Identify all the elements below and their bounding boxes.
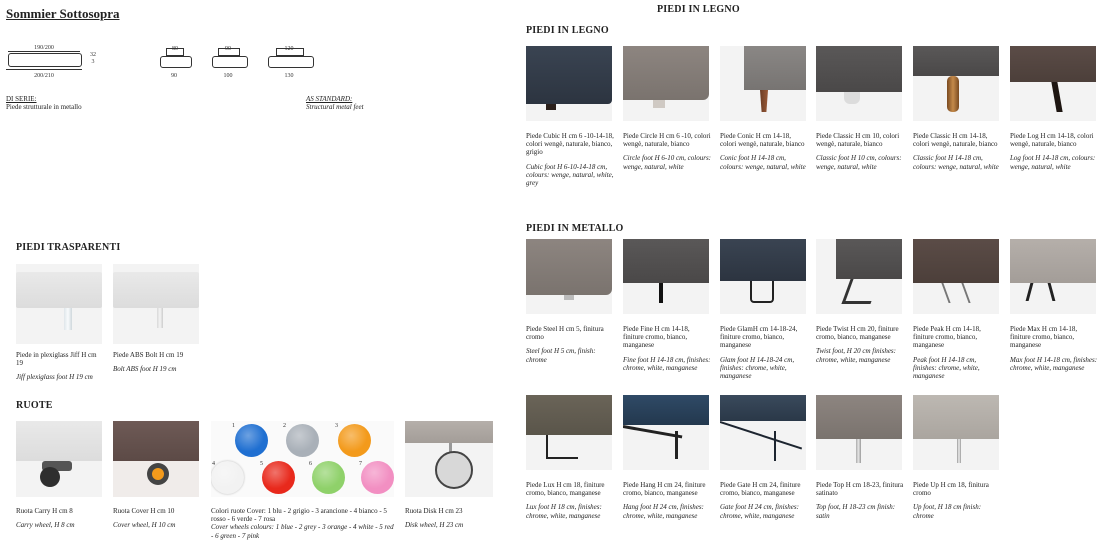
product-photo-max bbox=[1010, 239, 1096, 314]
swatch-5 bbox=[262, 461, 295, 494]
mattress-outline bbox=[8, 53, 82, 67]
caption-jiff: Piede in plexiglass Jiff H cm 19 Jiff plexiglass foot H 19 cm bbox=[16, 351, 97, 382]
product-photo-cover bbox=[113, 421, 199, 497]
caption-circle: Piede Circle H cm 6 -10, colori wengè, naturale, bianco Circle foot H 6-10 cm, colours: wenge, natural, white bbox=[623, 132, 712, 171]
product-photo-cubic bbox=[526, 46, 612, 121]
dim-line bbox=[6, 69, 82, 70]
dim-bottom: 100 bbox=[223, 73, 233, 79]
product-photo-conic bbox=[720, 46, 806, 121]
swatch-6 bbox=[312, 461, 345, 494]
section-heading-trasparenti: PIEDI TRASPARENTI bbox=[16, 242, 121, 253]
page-heading-legno: PIEDI IN LEGNO bbox=[657, 4, 740, 15]
product-photo-carry bbox=[16, 421, 102, 497]
product-photo-top bbox=[816, 395, 902, 470]
section-heading-metallo: PIEDI IN METALLO bbox=[526, 223, 624, 234]
product-photo-classic-10 bbox=[816, 46, 902, 121]
dim-bottom: 130 bbox=[284, 73, 294, 79]
dim-top: 80 bbox=[172, 46, 178, 52]
caption-steel: Piede Steel H cm 5, finitura cromo Steel foot H 5 cm, finish: chrome bbox=[526, 325, 604, 364]
product-photo-up bbox=[913, 395, 999, 470]
product-photo-twist bbox=[816, 239, 902, 314]
caption-top: Piede Top H cm 18-23, finitura satinato Top foot, H 18-23 cm finish: satin bbox=[816, 481, 904, 520]
caption-glam: Piede GlamH cm 14-18-24, finiture cromo, bianco, manganese Glam foot H 14-18-24 cm, finishes: chrome, white, manganese bbox=[720, 325, 798, 381]
product-photo-circle bbox=[623, 46, 709, 121]
product-photo-lux bbox=[526, 395, 612, 470]
dim-line bbox=[8, 51, 80, 52]
standard-en-label: AS STANDARD: bbox=[306, 95, 353, 103]
product-photo-gate bbox=[720, 395, 806, 470]
swatch-2 bbox=[286, 424, 319, 457]
product-photo-fine bbox=[623, 239, 709, 314]
caption-disk: Ruota Disk H cm 23 Disk wheel, H 23 cm bbox=[405, 507, 464, 530]
swatch-num: 3 bbox=[335, 423, 338, 429]
product-photo-bolt bbox=[113, 264, 199, 344]
standard-en bbox=[306, 95, 364, 111]
swatch-num: 2 bbox=[283, 423, 286, 429]
caption-bolt: Piede ABS Bolt H cm 19 Bolt ABS foot H 19 cm bbox=[113, 351, 184, 374]
dim-bottom: 90 bbox=[171, 73, 177, 79]
standard-it-label: DI SERIE: bbox=[6, 95, 37, 103]
swatch-7 bbox=[361, 461, 394, 494]
caption-cover: Ruota Cover H cm 10 Cover wheel, H 10 cm bbox=[113, 507, 176, 530]
caption-gate: Piede Gate H cm 24, finiture cromo, bianco, manganese Gate foot H 24 cm, finishes: chrome, white, manganese bbox=[720, 481, 801, 520]
product-photo-steel bbox=[526, 239, 612, 314]
standard-en-text: Structural metal feet bbox=[306, 103, 364, 111]
swatch-num: 7 bbox=[359, 461, 362, 467]
swatch-1 bbox=[235, 424, 268, 457]
wheel-color-swatches bbox=[211, 421, 394, 497]
dim-top: 120 bbox=[284, 46, 294, 52]
dim-side: 32 bbox=[90, 52, 96, 58]
swatch-4 bbox=[211, 461, 244, 494]
caption-twist: Piede Twist H cm 20, finiture cromo, bianco, manganese Twist foot, H 20 cm finishes: chrome, white, manganese bbox=[816, 325, 899, 364]
standard-it-text: Piede strutturale in metallo bbox=[6, 103, 82, 111]
caption-carry: Ruota Carry H cm 8 Carry wheel, H 8 cm bbox=[16, 507, 75, 530]
caption-peak: Piede Peak H cm 14-18, finiture cromo, bianco, manganese Peak foot H 14-18 cm, finishes: chrome, white, manganese bbox=[913, 325, 981, 381]
product-photo-hang bbox=[623, 395, 709, 470]
caption-up: Piede Up H cm 18, finitura cromo Up foot, H 18 cm finish: chrome bbox=[913, 481, 989, 520]
caption-max: Piede Max H cm 14-18, finiture cromo, bianco, manganese Max foot H 14-18 cm, finishes: chrome, white, manganese bbox=[1010, 325, 1098, 372]
dim-top: 90 bbox=[225, 46, 231, 52]
caption-log: Piede Log H cm 14-18, colori wengè, naturale, bianco Log foot H 14-18 cm, colours: wenge, natural, white bbox=[1010, 132, 1096, 171]
standard-it bbox=[6, 95, 82, 111]
swatch-num: 5 bbox=[260, 461, 263, 467]
caption-hang: Piede Hang H cm 24, finiture cromo, bianco, manganese Hang foot H 24 cm, finishes: chrome, white, manganese bbox=[623, 481, 706, 520]
swatch-num: 1 bbox=[232, 423, 235, 429]
caption-lux: Piede Lux H cm 18, finiture cromo, bianco, manganese Lux foot H 18 cm, finishes: chrome, white, manganese bbox=[526, 481, 605, 520]
product-photo-peak bbox=[913, 239, 999, 314]
caption-classic-10: Piede Classic H cm 10, colori wengè, naturale, bianco Classic foot H 10 cm, colours: wenge, natural, white bbox=[816, 132, 902, 171]
section-heading-ruote: RUOTE bbox=[16, 400, 53, 411]
page-title: Sommier Sottosopra bbox=[6, 6, 120, 21]
dim-bottom: 200/210 bbox=[34, 73, 54, 79]
product-photo-classic-14 bbox=[913, 46, 999, 121]
dim-top: 190/200 bbox=[34, 45, 54, 51]
mattress-outline bbox=[268, 56, 314, 68]
caption-classic-14: Piede Classic H cm 14-18, colori wengè, naturale, bianco Classic foot H 14-18 cm, colours: wenge, natural, white bbox=[913, 132, 999, 171]
caption-fine: Piede Fine H cm 14-18, finiture cromo, bianco, manganese Fine foot H 14-18 cm, finishes: chrome, white, manganese bbox=[623, 325, 711, 372]
mattress-outline bbox=[212, 56, 248, 68]
product-photo-disk bbox=[405, 421, 493, 497]
section-heading-legno: PIEDI IN LEGNO bbox=[526, 25, 609, 36]
swatch-num: 4 bbox=[212, 461, 215, 467]
swatch-3 bbox=[338, 424, 371, 457]
mattress-outline bbox=[160, 56, 192, 68]
caption-cover-colors: Colori ruote Cover: 1 blu - 2 grigio - 3 arancione - 4 bianco - 5 rosso - 6 verde - 7 rosa Cover wheels colours: 1 blue - 2 grey - 3 orange - 4 white - 5 red - 6 green - 7 pink bbox=[211, 507, 394, 540]
dim-side: 3 bbox=[91, 59, 95, 65]
product-photo-jiff bbox=[16, 264, 102, 344]
caption-cubic: Piede Cubic H cm 6 -10-14-18, colori wengè, naturale, bianco, grigio Cubic foot H 6-10-14-18 cm, colours: wenge, natural, white, grey bbox=[526, 132, 614, 188]
caption-conic: Piede Conic H cm 14-18, colori wengè, naturale, bianco Conic foot H 14-18 cm, colours: wenge, natural, white bbox=[720, 132, 806, 171]
product-photo-glam bbox=[720, 239, 806, 314]
swatch-num: 6 bbox=[309, 461, 312, 467]
product-photo-log bbox=[1010, 46, 1096, 121]
